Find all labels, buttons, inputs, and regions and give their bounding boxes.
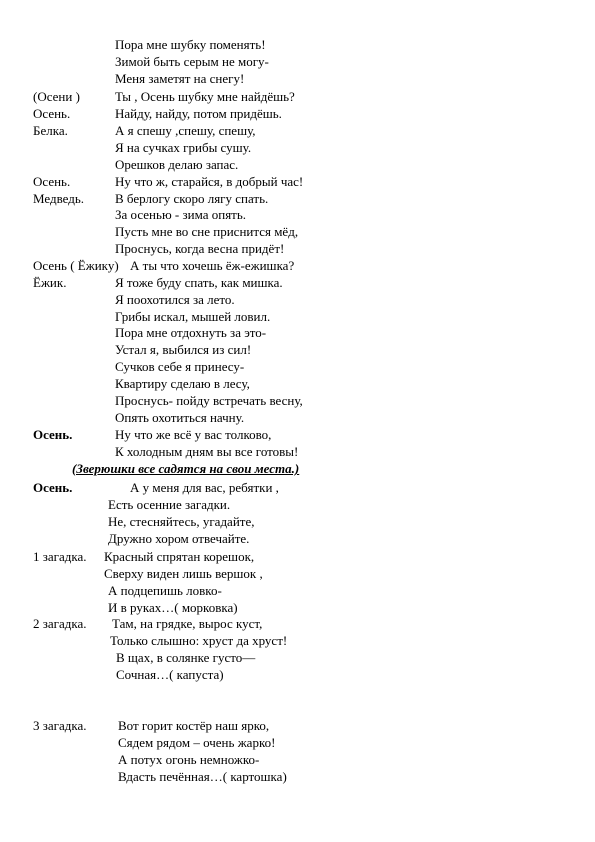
text-line: Опять охотиться начну. [115,410,245,425]
text-line: Устал я, выбился из сил! [115,342,252,357]
riddle-line: А потух огонь немножко- [118,752,260,767]
text-line: А ты что хочешь ёж-ежишка? [130,258,295,273]
text-line: Ты , Осень шубку мне найдёшь? [115,89,295,104]
text-line: Зимой быть серым не могу- [115,54,269,69]
text-line: Ну что же всё у вас толково, [115,427,272,442]
riddle-line: А подцепишь ловко- [108,583,222,598]
text-line: Грибы искал, мышей ловил. [115,309,271,324]
text-line: Сучков себе я принесу- [115,359,245,374]
speaker-label: Осень. [33,106,71,121]
text-line: Я на сучках грибы сушу. [115,140,252,155]
text-line: Пора мне отдохнуть за это- [115,325,267,340]
text-line: Найду, найду, потом придёшь. [115,106,282,121]
text-line: Дружно хором отвечайте. [108,531,250,546]
text-line: Проснусь, когда весна придёт! [115,241,285,256]
text-line: Проснусь- пойду встречать весну, [115,393,303,408]
stage-direction: (Зверюшки все садятся на свои места.) [72,461,300,476]
riddle-line: Вот горит костёр наш ярко, [118,718,270,733]
speaker-label: Ёжик. [33,275,67,290]
text-line: К холодным дням вы все готовы! [115,444,299,459]
riddle-line: Сядем рядом – очень жарко! [118,735,276,750]
text-line: Я поохотился за лето. [115,292,235,307]
speaker-label: (Осени ) [33,89,80,104]
riddle-line: Красный спрятан корешок, [104,549,255,564]
text-line: А я спешу ,спешу, спешу, [115,123,256,138]
speaker-label: Осень ( Ёжику) [33,258,119,273]
text-line: Орешков делаю запас. [115,157,239,172]
speaker-label: Осень. [33,427,73,442]
riddle-line: Там, на грядке, вырос куст, [112,616,263,631]
text-line: Пора мне шубку поменять! [115,37,266,52]
riddle-label: 3 загадка. [33,718,87,733]
speaker-label: Медведь. [33,191,85,206]
text-line: Есть осенние загадки. [108,497,231,512]
text-line: Меня заметят на снегу! [115,71,245,86]
text-line: В берлогу скоро лягу спать. [115,191,269,206]
text-line: За осенью - зима опять. [115,207,247,222]
text-line: Ну что ж, старайся, в добрый час! [115,174,304,189]
riddle-line: Сочная…( капуста) [116,667,224,682]
speaker-label: Белка. [33,123,68,138]
text-line: Не, стесняйтесь, угадайте, [108,514,255,529]
riddle-label: 2 загадка. [33,616,87,631]
text-line: Я тоже буду спать, как мишка. [115,275,283,290]
riddle-line: Сверху виден лишь вершок , [104,566,263,581]
text-line: А у меня для вас, ребятки , [130,480,279,495]
riddle-line: И в руках…( морковка) [108,600,238,615]
text-line: Квартиру сделаю в лесу, [115,376,250,391]
speaker-label: Осень. [33,174,71,189]
riddle-line: Только слышно: хруст да хруст! [110,633,288,648]
riddle-line: В щах, в солянке густо— [116,650,256,665]
riddle-label: 1 загадка. [33,549,87,564]
riddle-line: Вдасть печённая…( картошка) [118,769,287,784]
speaker-label: Осень. [33,480,73,495]
text-line: Пусть мне во сне приснится мёд, [115,224,299,239]
